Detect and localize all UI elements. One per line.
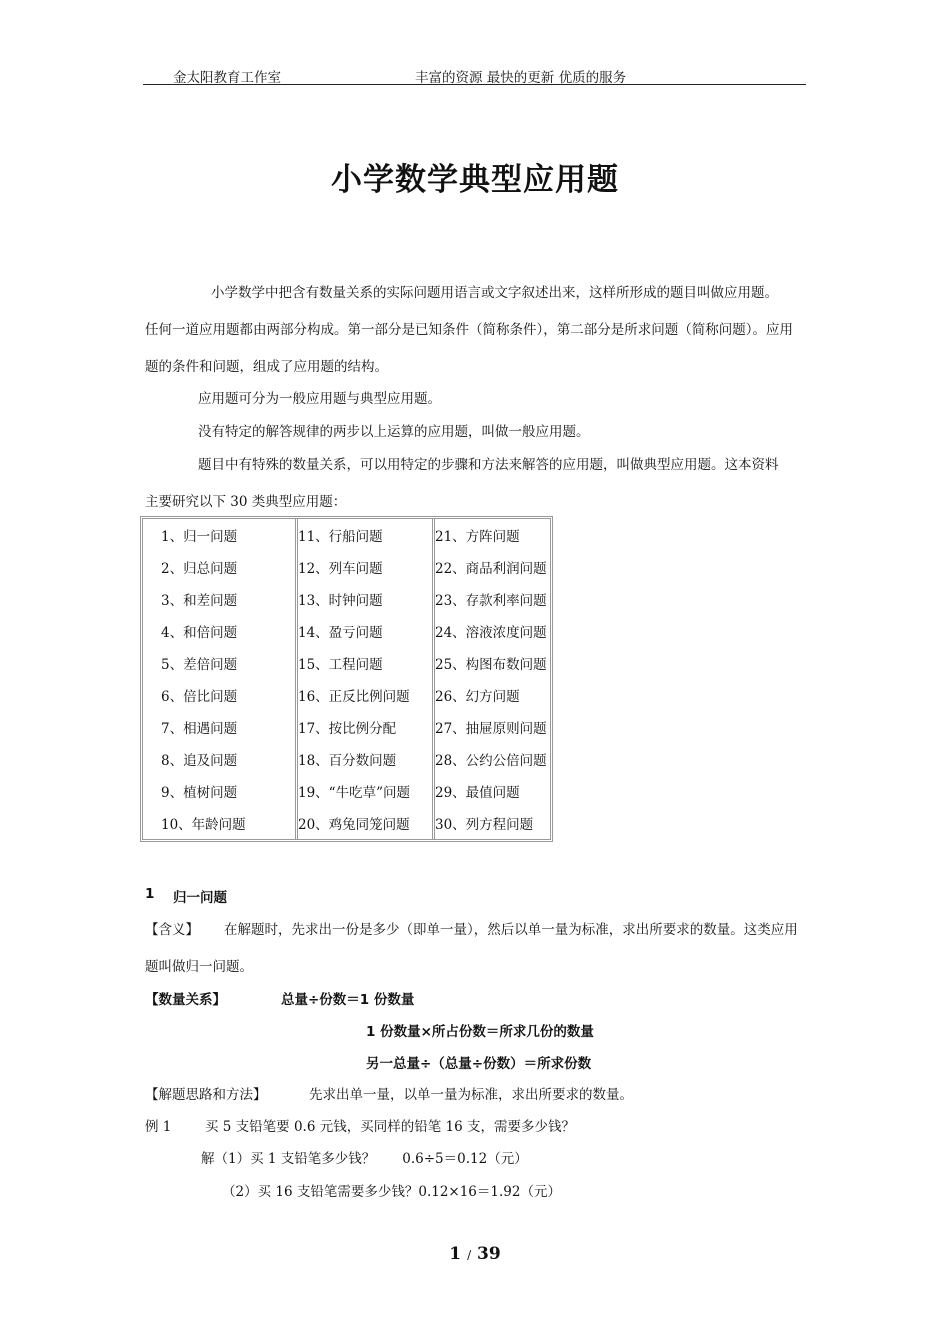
header-left-text: 金太阳教育工作室 (173, 70, 281, 86)
page-title: 小学数学典型应用题 (331, 162, 619, 198)
table-row (143, 807, 550, 839)
table-cell: 16、正反比例问题 (298, 679, 435, 711)
table-cell: 9、植树问题 (143, 775, 298, 807)
page-separator: / (467, 1248, 472, 1262)
table-cell: 19、“牛吃草”问题 (298, 775, 435, 807)
example-text: 买 5 支铅笔要 0.6 元钱，买同样的铅笔 16 支，需要多少钱？ (205, 1119, 575, 1135)
table-cell: 26、幻方问题 (435, 689, 520, 705)
table-cell: 23、存款利率问题 (435, 593, 547, 609)
intro-p4-line2: 主要研究以下 30 类典型应用题： (145, 494, 347, 510)
table-cell: 8、追及问题 (143, 743, 298, 775)
table-cell: 14、盈亏问题 (298, 615, 435, 647)
intro-p4-line1: 题目中有特殊的数量关系，可以用特定的步骤和方法来解答的应用题，叫做典型应用题。这本资料 (198, 457, 779, 473)
table-cell: 7、相遇问题 (143, 711, 298, 743)
table-cell: 15、工程问题 (298, 647, 435, 679)
table-row (143, 647, 550, 679)
table-cell: 21、方阵问题 (435, 529, 520, 545)
table-cell: 6、倍比问题 (143, 679, 298, 711)
example-label: 例 1 (145, 1119, 172, 1135)
relation-formula-2: 1 份数量×所占份数＝所求几份的数量 (366, 1024, 594, 1040)
intro-p1-line1: 小学数学中把含有数量关系的实际问题用语言或文字叙述出来，这样所形成的题目叫做应用题。 (211, 285, 778, 301)
problem-types-table (140, 516, 553, 842)
current-page: 1 (449, 1244, 462, 1264)
table-row (143, 519, 550, 551)
table-cell: 22、商品利润问题 (435, 561, 547, 577)
table-cell: 20、鸡兔同笼问题 (298, 807, 435, 839)
table-cell: 28、公约公倍问题 (435, 753, 547, 769)
method-text: 先求出单一量，以单一量为标准，求出所要求的数量。 (309, 1087, 633, 1103)
header-right-text: 丰富的资源 最快的更新 优质的服务 (415, 70, 627, 86)
table-cell: 29、最值问题 (435, 785, 520, 801)
table-row (143, 679, 550, 711)
intro-p1-line2: 任何一道应用题都由两部分构成。第一部分是已知条件（简称条件），第二部分是所求问题（简称问题）。应用 (145, 322, 793, 338)
method-label: 【解题思路和方法】 (145, 1087, 267, 1103)
intro-p2: 应用题可分为一般应用题与典型应用题。 (198, 391, 441, 407)
relation-label: 【数量关系】 (145, 992, 226, 1008)
meaning-label: 【含义】 (145, 922, 199, 938)
section-number: 1 (145, 886, 155, 902)
table-cell: 12、列车问题 (298, 551, 435, 583)
table-cell: 17、按比例分配 (298, 711, 435, 743)
table-row (143, 775, 550, 807)
meaning-line2: 题叫做归一问题。 (145, 959, 253, 975)
table-cell: 24、溶液浓度问题 (435, 625, 547, 641)
relation-formula-1: 总量÷份数＝1 份数量 (281, 992, 415, 1008)
intro-p1-line3: 题的条件和问题，组成了应用题的结构。 (145, 359, 388, 375)
page-header (143, 62, 806, 85)
relation-formula-3: 另一总量÷（总量÷份数）＝所求份数 (366, 1056, 592, 1072)
table-cell: 3、和差问题 (143, 583, 298, 615)
table-cell: 11、行船问题 (298, 519, 435, 551)
table-cell: 10、年龄问题 (143, 807, 298, 839)
table-row (143, 711, 550, 743)
page-number (0, 1244, 950, 1264)
table-cell: 4、和倍问题 (143, 615, 298, 647)
table-cell: 25、构图布数问题 (435, 657, 547, 673)
solution-step-1: 解（1）买 1 支铅笔多少钱？ 0.6÷5＝0.12（元） (201, 1151, 528, 1167)
table-cell: 18、百分数问题 (298, 743, 435, 775)
table-row (143, 615, 550, 647)
table-row (143, 551, 550, 583)
table-row (143, 583, 550, 615)
table-cell: 30、列方程问题 (435, 817, 534, 833)
solution-step-2: （2）买 16 支铅笔需要多少钱？0.12×16＝1.92（元） (222, 1184, 561, 1200)
table-cell: 13、时钟问题 (298, 583, 435, 615)
total-pages: 39 (477, 1244, 501, 1264)
meaning-line1: 在解题时，先求出一份是多少（即单一量），然后以单一量为标准，求出所要求的数量。这类应用 (224, 922, 798, 938)
table-cell: 5、差倍问题 (143, 647, 298, 679)
table-cell: 27、抽屉原则问题 (435, 721, 547, 737)
table-cell: 1、归一问题 (143, 519, 298, 551)
table-row (143, 743, 550, 775)
intro-p3: 没有特定的解答规律的两步以上运算的应用题，叫做一般应用题。 (198, 424, 590, 440)
table-cell: 2、归总问题 (143, 551, 298, 583)
section-heading: 归一问题 (173, 890, 227, 906)
